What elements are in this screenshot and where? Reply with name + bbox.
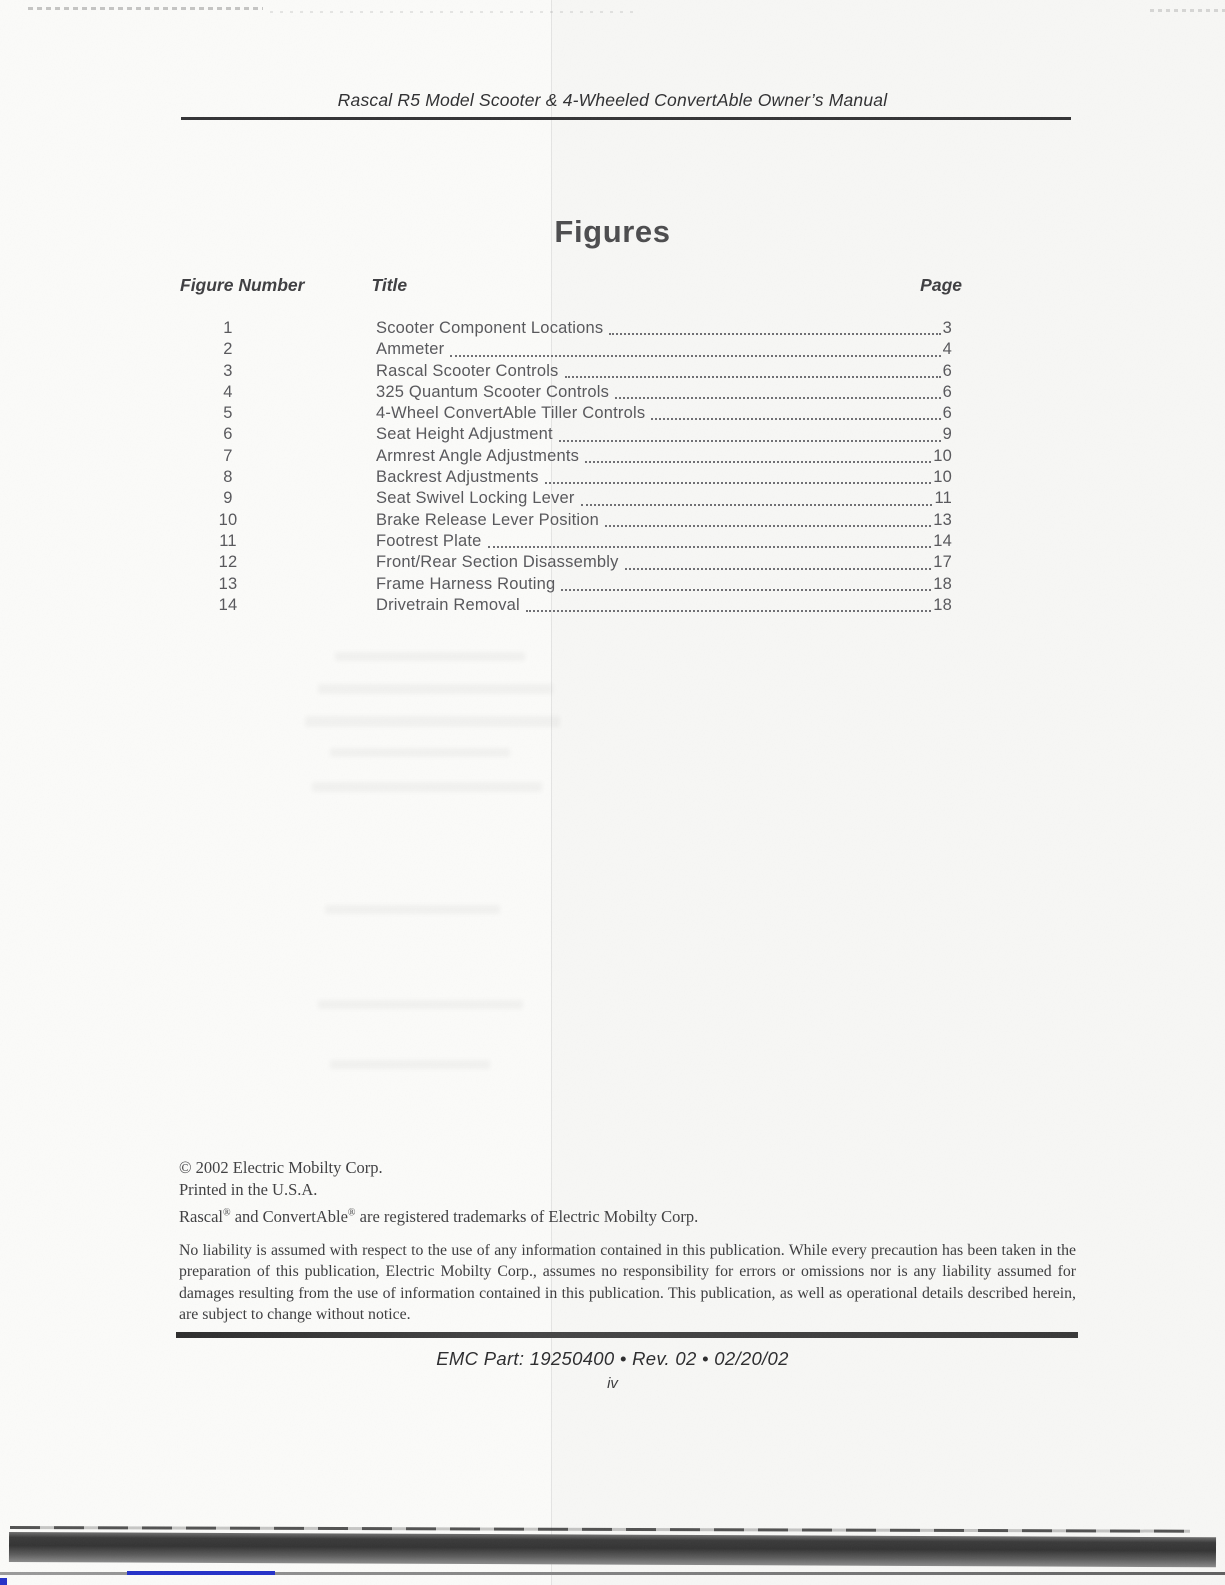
table-row (180, 595, 952, 616)
figure-number: 8 (223, 468, 233, 487)
figure-title: Backrest Adjustments (376, 468, 539, 487)
bleed-through-artifact (312, 782, 542, 792)
figure-title: Drivetrain Removal (376, 595, 520, 614)
dot-leader (561, 589, 931, 591)
figure-number: 5 (223, 404, 233, 423)
figure-title: Scooter Component Locations (376, 319, 604, 337)
table-row (180, 361, 952, 382)
registered-mark: ® (347, 1207, 356, 1219)
dot-leader (581, 504, 933, 506)
figure-page: 6 (942, 404, 952, 423)
table-row (180, 382, 952, 403)
figure-title: Rascal Scooter Controls (376, 361, 559, 380)
dot-leader (609, 333, 940, 335)
dot-leader (651, 418, 940, 420)
blue-corner-mark (0, 1578, 7, 1585)
figure-number: 12 (218, 553, 238, 572)
figure-page: 4 (942, 340, 952, 359)
figure-page: 9 (942, 425, 952, 444)
column-header-page: Page (920, 275, 962, 295)
column-header-title: Title (371, 275, 408, 295)
figure-number: 3 (223, 361, 233, 380)
figure-number: 10 (218, 510, 238, 529)
page-title: Figures (554, 214, 671, 249)
figure-number: 14 (218, 595, 238, 614)
copyright-line: © 2002 Electric Mobilty Corp. (179, 1158, 383, 1177)
trademark-text: Rascal (179, 1207, 223, 1226)
figure-page: 10 (933, 446, 952, 465)
table-row (180, 574, 952, 595)
manual-title: Rascal R5 Model Scooter & 4-Wheeled ConvertAble Owner’s Manual (337, 90, 888, 110)
figure-page: 6 (942, 382, 952, 401)
figure-number: 1 (223, 319, 233, 337)
figure-number: 7 (223, 446, 233, 465)
header-rule (181, 117, 1071, 120)
table-row (180, 531, 952, 552)
bleed-through-artifact (318, 684, 553, 694)
figures-table-body (180, 318, 952, 616)
figure-title: Seat Height Adjustment (376, 425, 553, 444)
figure-title: Footrest Plate (376, 531, 482, 550)
bleed-through-artifact (305, 716, 560, 727)
liability-disclaimer: No liability is assumed with respect to the use of any information contained in this publication. While every precaution has been taken in the preparation of this publication, Electric Mobilty Corp., assumes no responsibility for errors or omissions nor is any liability assumed for damages resulting from the use of information contained in this publication. This publication, as well as operational details described herein, are subject to change without notice. (179, 1242, 1076, 1323)
scan-speckle-artifact (28, 7, 263, 10)
figure-number: 13 (218, 574, 238, 593)
bleed-through-artifact (330, 748, 510, 757)
figure-number: 2 (223, 340, 233, 359)
dot-leader (625, 568, 932, 570)
column-header-figure-number: Figure Number (180, 275, 305, 295)
bleed-through-artifact (330, 1060, 490, 1069)
table-row (180, 552, 952, 573)
figure-page: 14 (933, 531, 952, 550)
figure-number: 4 (223, 382, 233, 401)
table-row (180, 510, 952, 531)
figure-number: 9 (223, 489, 233, 508)
registered-mark: ® (222, 1207, 231, 1219)
bleed-through-artifact (335, 652, 525, 661)
figure-page: 18 (933, 574, 952, 593)
figure-title: Ammeter (376, 340, 445, 359)
dot-leader (615, 397, 941, 399)
figure-page: 10 (933, 468, 952, 487)
table-row (180, 318, 952, 339)
copyright-block (179, 1157, 383, 1200)
table-row (180, 339, 952, 360)
figure-page: 11 (934, 489, 952, 508)
figure-page: 17 (933, 553, 952, 572)
emc-part-line: EMC Part: 19250400 • Rev. 02 • 02/20/02 (436, 1348, 789, 1369)
dot-leader (585, 461, 931, 463)
trademark-text: are registered trademarks of Electric Mobilty Corp. (355, 1207, 699, 1226)
dot-leader (545, 482, 932, 484)
blue-ink-mark (127, 1571, 275, 1575)
table-column-headers (180, 275, 962, 296)
bleed-through-artifact (325, 905, 500, 914)
trademark-line (179, 1207, 698, 1227)
dot-leader (450, 355, 940, 357)
figure-title: 4-Wheel ConvertAble Tiller Controls (376, 404, 646, 423)
scan-speckle-artifact (270, 11, 640, 13)
figure-page: 13 (933, 510, 952, 529)
figure-title: Armrest Angle Adjustments (376, 446, 580, 465)
figure-number: 11 (219, 531, 237, 550)
figure-title: Front/Rear Section Disassembly (376, 553, 619, 572)
bleed-through-artifact (318, 1000, 523, 1009)
figure-title: Brake Release Lever Position (376, 510, 599, 529)
footer-rule (176, 1332, 1078, 1338)
dot-leader (559, 440, 941, 442)
dot-leader (565, 376, 941, 378)
figure-title: Seat Swivel Locking Lever (376, 489, 575, 508)
page-folio: iv (607, 1375, 618, 1392)
figure-page: 3 (942, 319, 952, 337)
dot-leader (526, 610, 931, 612)
trademark-text: and ConvertAble (230, 1207, 348, 1226)
printed-in-line: Printed in the U.S.A. (179, 1179, 318, 1199)
figure-number: 6 (223, 425, 233, 444)
table-row (180, 403, 952, 424)
table-row (180, 424, 952, 445)
table-row (180, 467, 952, 488)
scan-speckle-artifact (1150, 9, 1225, 12)
figure-title: 325 Quantum Scooter Controls (376, 382, 610, 401)
dot-leader (605, 525, 931, 527)
figure-title: Frame Harness Routing (376, 574, 556, 593)
figure-page: 6 (942, 361, 952, 380)
scan-edge-bar-artifact (9, 1532, 1216, 1567)
figure-page: 18 (933, 595, 952, 614)
table-row (180, 488, 952, 509)
table-row (180, 446, 952, 467)
dot-leader (488, 546, 932, 548)
